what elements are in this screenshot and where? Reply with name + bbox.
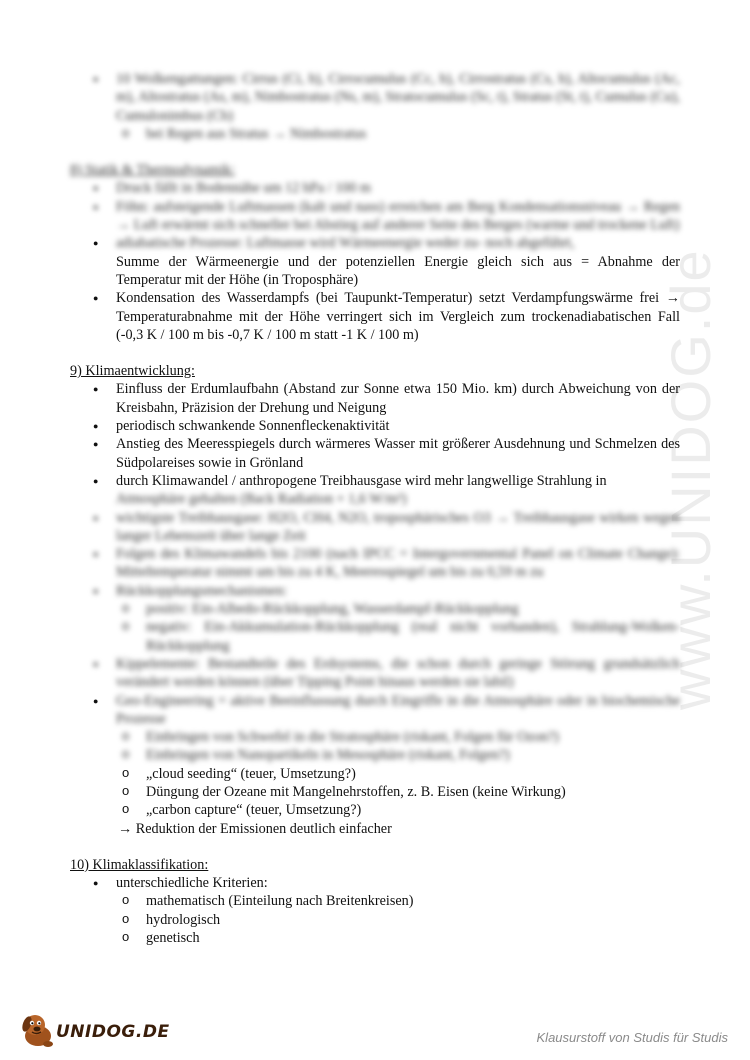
sub-list-item: o negativ: Ein-Akkumulation-Rückkopplung (real nicht vorhanden), Strahlung-Wolken-Rückkopplung: [146, 618, 680, 655]
sub-list-item: o „carbon capture“ (teuer, Umsetzung?): [146, 801, 680, 819]
section-10-list: [70, 874, 680, 947]
list-item: ● Kondensation des Wasserdampfs (bei Taupunkt-Temperatur) setzt Verdampfungswärme frei → Temperaturabnahme mit der Höhe verringert sich im Vergleich zum trockenadiabatischen Fall (-0,3 K / 100 m bis -0,7 K / 100 m statt -1 K / 100 m): [116, 289, 680, 344]
clear-text: ● durch Klimawandel / anthropogene Treibhausgase wird mehr langwellige Strahlung in: [116, 472, 607, 489]
blurred-line: ● adiabatische Prozesse: Luftmasse wird Wärmeenergie weder zu- noch abgeführt,: [116, 235, 575, 252]
list-item: ● Druck fällt in Bodennähe um 12 hPa / 100 m: [116, 179, 680, 197]
list-item: ● Kippelemente: Bestandteile des Erdsystems, die schon durch geringe Störung grundsätzlich verändert werden können (über Tipping Point hinaus werden sie labil): [116, 655, 680, 692]
footer-tagline: Klausurstoff von Studis für Studis: [536, 1030, 728, 1045]
document-content: [70, 70, 680, 947]
list-item: [116, 472, 680, 509]
list-item-text: unterschiedliche Kriterien:: [116, 875, 268, 892]
list-item: ● Anstieg des Meeresspiegels durch wärmeres Wasser mit größerer Ausdehnung und Schmelzen des Südpolareises sowie in Grönland: [116, 435, 680, 472]
list-item: [116, 582, 680, 655]
list-item: ● Einfluss der Erdumlaufbahn (Abstand zur Sonne etwa 150 Mio. km) durch Abweichung von der Kreisbahn, Präzision der Drehung und Neigung: [116, 380, 680, 417]
sub-list-item: o mathematisch (Einteilung nach Breitenkreisen): [146, 892, 680, 910]
conclusion-line: → Reduktion der Emissionen deutlich einfacher: [118, 820, 392, 837]
list-item: ● 10 Wolkengattungen: Cirrus (Ci, h), Cirrocumulus (Cc, h), Cirrostratus (Cs, h), Altocumulus (Ac, m), Altostratus (As, m), Nimbostratus (Ns, m), Stratocumulus (Sc, t), Stratus (St, t), Cumulus (Cu), Cumulonimbus (Cb): [116, 70, 680, 125]
list-item: [116, 234, 680, 289]
sub-list-item: o genetisch: [146, 929, 680, 947]
sub-list-item: o „cloud seeding“ (teuer, Umsetzung?): [146, 765, 680, 783]
document-page: www.UNIDOG.de ● 10 Wolkengattungen: Cirrus (Ci, h), Cirrocumulus (Cc, h), Cirrostratus (Cs, h), Altocumulus (Ac, m), Altostratus (As, m), Nimbostratus (Ns, m), Stratocumulus (Sc, t), Stratus (St, t), Cumulus (Cu), Cumulonimbus (Cb) o bei Regen aus Stratus → Nimbostratus 8) Statik & Thermodynamik: ● Druck fällt in Bodennähe um 12 hPa / 100 m ● Föhn: aufsteigende Luftmassen (kalt und nass) erreichen am Berg Kondensationsniveau → Regen → Luft erwärmt sich schneller bei Abstieg auf anderer Seite des Berges (warme und trockene Luft) ● adiabatische Prozesse: Luftmasse wird Wärmeenergie weder zu- noch abgeführt, Summe der Wärmeenergie und der potenziellen Energie gleich sich aus = Abnahme der Temperatur mit der Höhe (in Troposphäre) ● Kondensation des Wasserdampfs (bei Taupunkt-Temperatur) setzt Verdampfungswärme frei → Temperaturabnahme mit der Höhe verringert sich im Vergleich zum trockenadiabatischen Fall (-0,3 K / 100 m bis -0,7 K / 100 m statt -1 K / 100 m) 9) Klimaentwicklung: ● Einfluss der Erdumlaufbahn (Abstand zur Sonne etwa 150 Mio. km) durch Abweichung von der Kreisbahn, Präzision der Drehung und Neigung ● periodisch schwankende Sonnenfleckenaktivität ● Anstieg des Meeresspiegels durch wärmeres Wasser mit größerer Ausdehnung und Schmelzen des Südpolareises sowie in Grönland ● durch Klimawandel / anthropogene Treibhausgase wird mehr langwellige Strahlung in Atmosphäre gehalten (Back Radiation + 1,6 W/m²) ● wichtigste Treibhausgase: H2O, CH4, N2O, troposphärisches O3 → Treibhausgase wirken wegen langer Lebenszeit über lange Zeit ● Folgen des Klimawandels bis 2100 (nach IPCC = Intergovernmental Panel on Climate Change): Mitteltemperatur nimmt um bis zu 4 K, Meeresspiegel um bis zu 0,59 m zu ● Rückkopplungsmechanismen: o positiv: Ein-Albedo-Rückkopplung, Wasserdampf-Rückkopplung o negativ: Ein-Akkumulation-Rückkopplung (real nicht vorhanden), Strahlung-Wolken-Rückkopplung ● Kippelemente: Bestandteile des Erdsystems, die schon durch geringe Störung grundsätzlich verändert werden können (über Tipping Point hinaus werden sie labil) ● Geo-Engineering = aktive Beeinflussung durch Eingriffe in die Atmosphäre oder in biochemische Prozesse o Einbringen von Schwefel in die Stratosphäre (riskant, Folgen für Ozon?) o Einbringen von Nanopartikeln in Mesosphäre (riskant, Folgen?) o „cloud seeding“ (teuer, Umsetzung?) o Düngung der Ozeane mit Mangelnehrstoffen, z. B. Eisen (keine Wirkung) o „carbon capture“ (teuer, Umsetzung?) → Reduktion der Emissionen deutlich einfacher 10) Klimaklassifikation: ● unterschiedliche Kriterien: o mathematisch (Einteilung nach Breitenkreisen) o hydrologisch o genetisch UNIDOG.DE Klausurstoff von Studis für Studis: [0, 0, 750, 1060]
list-item: ● Folgen des Klimawandels bis 2100 (nach IPCC = Intergovernmental Panel on Climate Change): Mitteltemperatur nimmt um bis zu 4 K, Meeresspiegel um bis zu 0,59 m zu: [116, 545, 680, 582]
list-item: ● wichtigste Treibhausgase: H2O, CH4, N2O, troposphärisches O3 → Treibhausgase wirken wegen langer Lebenszeit über lange Zeit: [116, 509, 680, 546]
sub-list-item: o Einbringen von Nanopartikeln in Mesosphäre (riskant, Folgen?): [146, 746, 680, 764]
section-title-8: 8) Statik & Thermodynamik:: [70, 162, 235, 179]
sub-list-item: o hydrologisch: [146, 911, 680, 929]
blurred-line: Atmosphäre gehalten (Back Radiation + 1,6 W/m²): [116, 491, 407, 508]
list-item: ● Föhn: aufsteigende Luftmassen (kalt und nass) erreichen am Berg Kondensationsniveau → Regen → Luft erwärmt sich schneller bei Abstieg auf anderer Seite des Berges (warme und trockene Luft): [116, 198, 680, 235]
list-item: ● periodisch schwankende Sonnenfleckenaktivität: [116, 417, 680, 435]
dog-mascot-icon: [18, 1010, 58, 1050]
section-8-list: [70, 179, 680, 344]
section-title-10: 10) Klimaklassifikation:: [70, 856, 209, 873]
sub-list-item: o Düngung der Ozeane mit Mangelnehrstoffen, z. B. Eisen (keine Wirkung): [146, 783, 680, 801]
logo-text: UNIDOG.DE: [56, 1022, 170, 1042]
list-item-text: Rückkopplungsmechanismen:: [116, 582, 288, 599]
blurred-text: ● Geo-Engineering = aktive Beeinflussung durch Eingriffe in die Atmosphäre oder in biochemische Prozesse: [116, 692, 680, 727]
list-item: [116, 692, 680, 820]
sub-list-item: o bei Regen aus Stratus → Nimbostratus: [146, 125, 680, 143]
section-9-list: [70, 380, 680, 819]
clear-text: Summe der Wärmeenergie und der potenziellen Energie gleich sich aus = Abnahme der Temperatur mit der Höhe (in Troposphäre): [116, 253, 680, 288]
section-title-9: 9) Klimaentwicklung:: [70, 363, 195, 380]
blurred-top-section: [70, 70, 680, 143]
unidog-logo[interactable]: [18, 1010, 170, 1050]
sub-list-item: o Einbringen von Schwefel in die Stratosphäre (riskant, Folgen für Ozon?): [146, 728, 680, 746]
list-item: [116, 874, 680, 947]
sub-list-item: o positiv: Ein-Albedo-Rückkopplung, Wasserdampf-Rückkopplung: [146, 600, 680, 618]
